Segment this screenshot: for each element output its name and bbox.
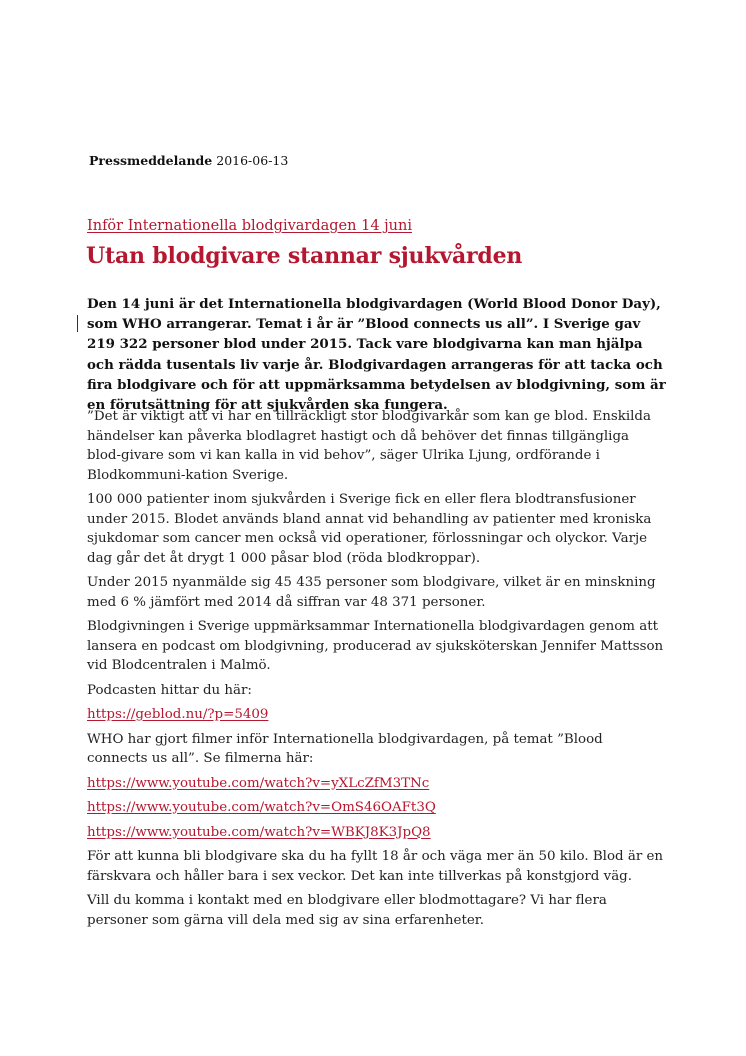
- contact-paragraph: Vill du komma i kontakt med en blodgivare eller blodmottagare? Vi har flera personer som gärna vill dela med sig av sina erfarenheter.: [87, 893, 607, 928]
- press-release-date: 2016-06-13: [216, 153, 289, 168]
- article-body: [87, 407, 667, 935]
- podcast-intro-paragraph: Blodgivningen i Sverige uppmärksammar Internationella blodgivardagen genom att lansera en podcast om blodgivning, producerad av sjuksköterskan Jennifer Mattsson vid Blodcentralen i Malmö.: [87, 619, 664, 673]
- page-title: Utan blodgivare stannar sjukvården: [86, 243, 523, 269]
- registered-paragraph: Under 2015 nyanmälde sig 45 435 personer som blodgivare, vilket är en minskning med 6 % jämfört med 2014 då siffran var 48 371 personer.: [87, 575, 656, 610]
- video-link-2[interactable]: https://www.youtube.com/watch?v=OmS46OAFt3Q: [87, 800, 436, 815]
- podcast-link-paragraph: [87, 705, 667, 725]
- quote-paragraph: ”Det är viktigt att vi har en tillräckligt stor blodgivarkår som kan ge blod. Enskilda händelser kan påverka blodlagret hastigt och då behöver det finnas tillgängliga blod-givare som vi kan kalla in vid behov”, säger Ulrika Ljung, ordförande i Blodkommuni-kation Sverige.: [87, 409, 651, 483]
- video-link-1-paragraph: [87, 774, 667, 794]
- video-link-3[interactable]: https://www.youtube.com/watch?v=WBKJ8K3JpQ8: [87, 824, 431, 840]
- video-link-3-paragraph: [87, 823, 667, 843]
- text-cursor: [77, 315, 78, 332]
- kicker-heading: Inför Internationella blodgivardagen 14 juni: [87, 218, 412, 234]
- video-link-1[interactable]: https://www.youtube.com/watch?v=yXLcZfM3TNc: [87, 775, 430, 791]
- lead-paragraph: Den 14 juni är det Internationella blodgivardagen (World Blood Donor Day), som WHO arrangerar. Temat i år är ”Blood connects us all”. I Sverige gav 219 322 personer blod under 2015. Tack vare blodgivarna kan man hjälpa och rädda tusentals liv varje år. Blodgivardagen arrangeras för att tacka och fira blodgivare och för att uppmärksamma betydelsen av blodgivning, som är en förutsättning för att sjukvården ska fungera.: [87, 296, 666, 414]
- patients-paragraph: 100 000 patienter inom sjukvården i Sverige fick en eller flera blodtransfusioner under 2015. Blodet används bland annat vid behandling av patienter med kroniska sjukdomar som cancer men också vid operationer, förlossningar och olyckor. Varje dag går det åt drygt 1 000 påsar blod (röda blodkroppar).: [87, 492, 652, 566]
- podcast-link[interactable]: https://geblod.nu/?p=5409: [87, 707, 269, 722]
- eligibility-paragraph: För att kunna bli blodgivare ska du ha fyllt 18 år och väga mer än 50 kilo. Blod är en färskvara och håller bara i sex veckor. Det kan inte tillverkas på konstgjord väg.: [87, 849, 664, 884]
- who-films-paragraph: WHO har gjort filmer inför Internationella blodgivardagen, på temat ”Blood connects us all”. Se filmerna här:: [87, 731, 603, 766]
- podcast-find-paragraph: Podcasten hittar du här:: [87, 682, 252, 698]
- press-release-header: [89, 153, 288, 168]
- press-release-label: Pressmeddelande: [89, 153, 213, 168]
- video-link-2-paragraph: [87, 798, 667, 818]
